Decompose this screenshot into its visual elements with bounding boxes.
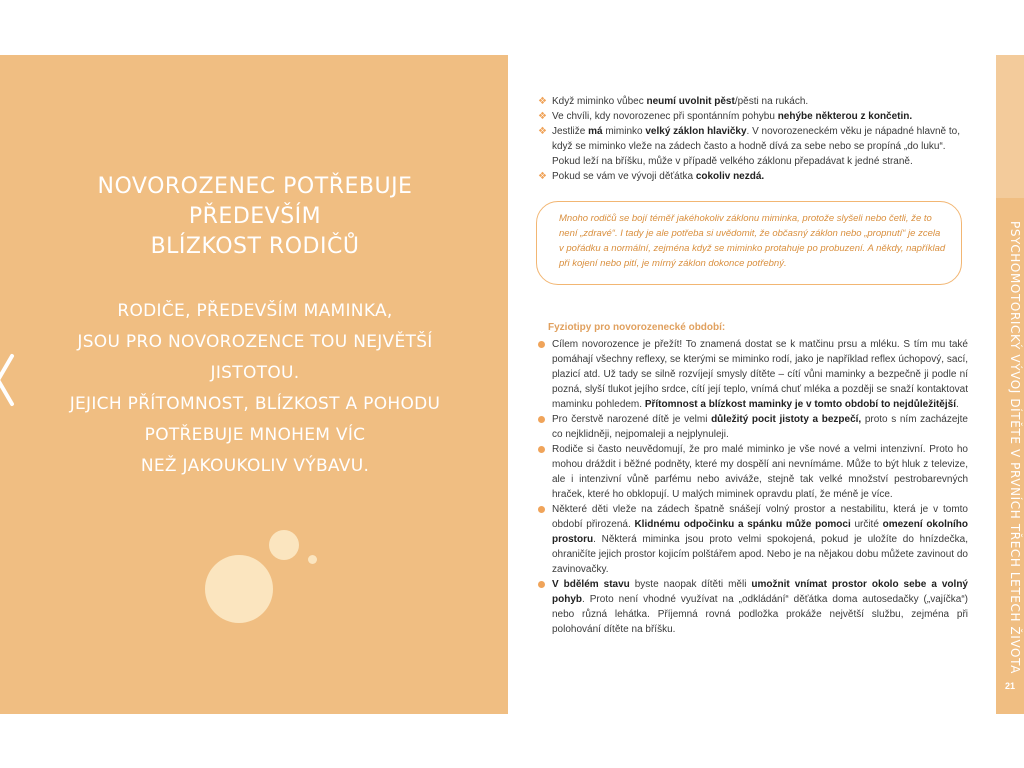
tips-heading: Fyziotipy pro novorozenecké období: [548,322,726,333]
tip-item [538,442,968,502]
tip-item [538,412,968,442]
tip-item [538,502,968,577]
tip-item [538,337,968,412]
emphasis-text: cokoliv nezdá. [695,171,765,182]
page-number: 21 [1004,681,1015,691]
warning-list [538,94,968,184]
quote-line: JSOU PRO NOVOROZENCE TOU NEJVĚTŠÍ JISTOTOU. [77,332,433,383]
warning-item [538,169,968,184]
body-text: proto s ním zacházejte co nejklidněji, nejpomaleji a nejplynuleji. [552,414,968,440]
prev-page-button[interactable] [0,352,22,408]
note-box [536,201,962,285]
emphasis-text: Klidnému odpočinku a spánku může pomoci [634,519,851,530]
diamond-bullet-icon: ❖ [538,96,547,107]
dot-bullet-icon [538,416,545,423]
note-text: Mnoho rodičů se bojí téměř jakéhokoliv záklonu miminka, protože slyšeli nebo četli, že to není „zdravé“. I tady je ale potřeba si uvědomit, že občasný záklon nebo „propnutí“ je zcela v pořádku a normální, zejména když se miminko protahuje po probuzení. A někdy, například při kojení nebo pití, je mírný záklon dokonce potřebný. [559,213,946,269]
body-text: Rodiče si často neuvědomují, že pro malé miminko je vše nové a velmi intenzivní. Proto ho mohou dráždit i běžné podněty, které my dospělí ani nevnímáme. Může to být hluk z televize, ale i intenzivní vůně parfému nebo aviváže, stejně tak velké množství pestrobarevných hraček, které ho obklopují. U malých miminek opravdu platí, že méně je více. [552,444,968,500]
decorative-dot-medium [269,530,299,560]
body-text: miminko [602,126,646,137]
body-text: Pokud se vám ve vývoji děťátka [552,171,696,182]
quote-line: RODIČE, PŘEDEVŠÍM MAMINKA, [117,301,393,321]
body-text: . Proto není vhodné využívat na „odkládání“ děťátka doma autosedačky („vajíčka“) nebo různá lehátka. Příjemná rovná podložka prokáže největší službu, zejména při polohování dítěte na bříšku. [552,594,968,635]
chevron-left-icon [0,352,22,408]
warning-item [538,109,968,124]
tip-item [538,577,968,637]
emphasis-text: Přítomnost a blízkost maminky je v tomto období to nejdůležitější [644,399,956,410]
diamond-bullet-icon: ❖ [538,111,547,122]
quote-line: JEJICH PŘÍTOMNOST, BLÍZKOST A POHODU [69,394,441,414]
emphasis-text: důležitý pocit jistoty a bezpečí, [711,414,862,425]
dot-bullet-icon [538,581,545,588]
diamond-bullet-icon: ❖ [538,171,547,182]
body-text: určité [850,519,883,530]
body-text: . Některá miminka jsou proto velmi spokojená, pokud je uložíte do hnízdečka, ohraničíte jejich prostor kojicím polštářem apod. Nebo je na nějakou dobu můžete zavinout do zavinovačky. [552,534,968,575]
diamond-bullet-icon: ❖ [538,126,547,137]
body-text: Ve chvíli, kdy novorozenec při spontánním pohybu [552,111,778,122]
body-text: Cílem novorozence je přežít! To znamená dostat se k matčinu prsu a mléku. S tím mu také pomáhají všechny reflexy, se kterými se miminko rodí, jako je například reflex úchopový, sací, plazicí atd. Už tady se silně rozvíjejí smysly dítěte – cítí vůni maminky a bezpečně ji podle ní pozná, slyší tlukot jejího srdce, cítí její teplo, vnímá chuť mléka a později se snaží kontaktovat maminku pohledem. [552,339,968,410]
chapter-tab-top [996,55,1024,198]
emphasis-text: omezení okolního prostoru [552,519,968,545]
highlight-quote [40,296,470,482]
tips-list [538,337,968,637]
chapter-title: PSYCHOMOTORICKÝ VÝVOJ DÍTĚTE V PRVNÍCH TŘECH LETECH ŽIVOTA [1008,221,1022,674]
dot-bullet-icon [538,341,545,348]
page-headline [40,172,470,262]
body-text: . [955,399,959,410]
quote-line: POTŘEBUJE MNOHEM VÍC [144,425,366,445]
decorative-dot-large [205,555,273,623]
headline-line: BLÍZKOST RODIČŮ [150,234,360,259]
emphasis-text: neumí uvolnit pěst [646,96,735,107]
headline-line: NOVOROZENEC POTŘEBUJE PŘEDEVŠÍM [97,174,413,229]
body-text: Některé děti vleže na zádech špatně snášejí volný prostor a nestabilitu, která je v tomto období přirozená. [552,504,968,530]
emphasis-text: velký záklon hlavičky [645,126,747,137]
quote-line: NEŽ JAKOUKOLIV VÝBAVU. [140,456,370,476]
body-text: byste naopak dítěti měli [629,579,752,590]
body-text: . V novorozeneckém věku je nápadné hlavně to, když se miminko vleže na zádech často a hodně dívá za sebe nebo se propíná „do luku“. Pokud leží na bříšku, může v případě velkého záklonu přepadávat k jedné straně. [552,126,961,167]
body-text: /pěsti na rukách. [734,96,809,107]
warning-item [538,94,968,109]
dot-bullet-icon [538,446,545,453]
emphasis-text: má [588,126,603,137]
left-page [0,55,508,714]
emphasis-text: umožnit vnímat prostor okolo sebe a volný pohyb [552,579,968,605]
body-text: Když miminko vůbec [552,96,647,107]
emphasis-text: nehýbe některou z končetin. [777,111,913,122]
right-page [508,55,1024,714]
decorative-dot-small [308,555,317,564]
body-text: Jestliže [552,126,589,137]
emphasis-text: V bdělém stavu [552,579,630,590]
dot-bullet-icon [538,506,545,513]
body-text: Pro čerstvě narozené dítě je velmi [552,414,712,425]
warning-item [538,124,968,169]
